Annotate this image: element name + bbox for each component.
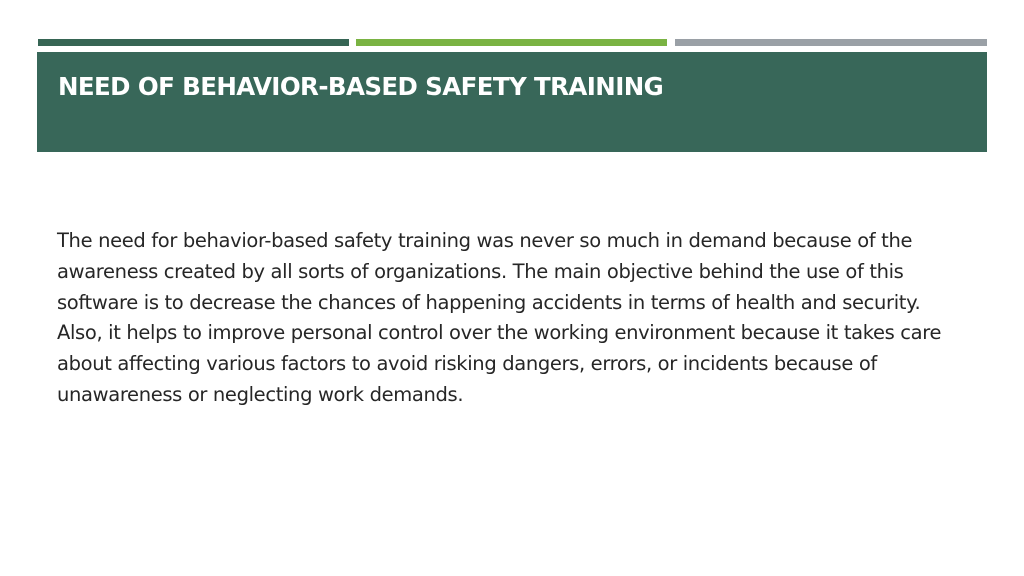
slide-title: NEED OF BEHAVIOR-BASED SAFETY TRAINING xyxy=(58,72,664,101)
accent-bar-light-green xyxy=(356,39,667,46)
title-band xyxy=(37,52,987,152)
body-paragraph: The need for behavior-based safety training was never so much in demand because of the awareness created by all sorts of organizations. The main objective behind the use of this software is to decrease the chances of happening accidents in terms of health and security. Also, it helps to improve personal control over the working environment because it takes care about affecting various factors to avoid risking dangers, errors, or incidents because of unawareness or neglecting work demands. xyxy=(57,229,942,406)
accent-bar-dark-green xyxy=(38,39,349,46)
accent-bar-gray xyxy=(675,39,987,46)
